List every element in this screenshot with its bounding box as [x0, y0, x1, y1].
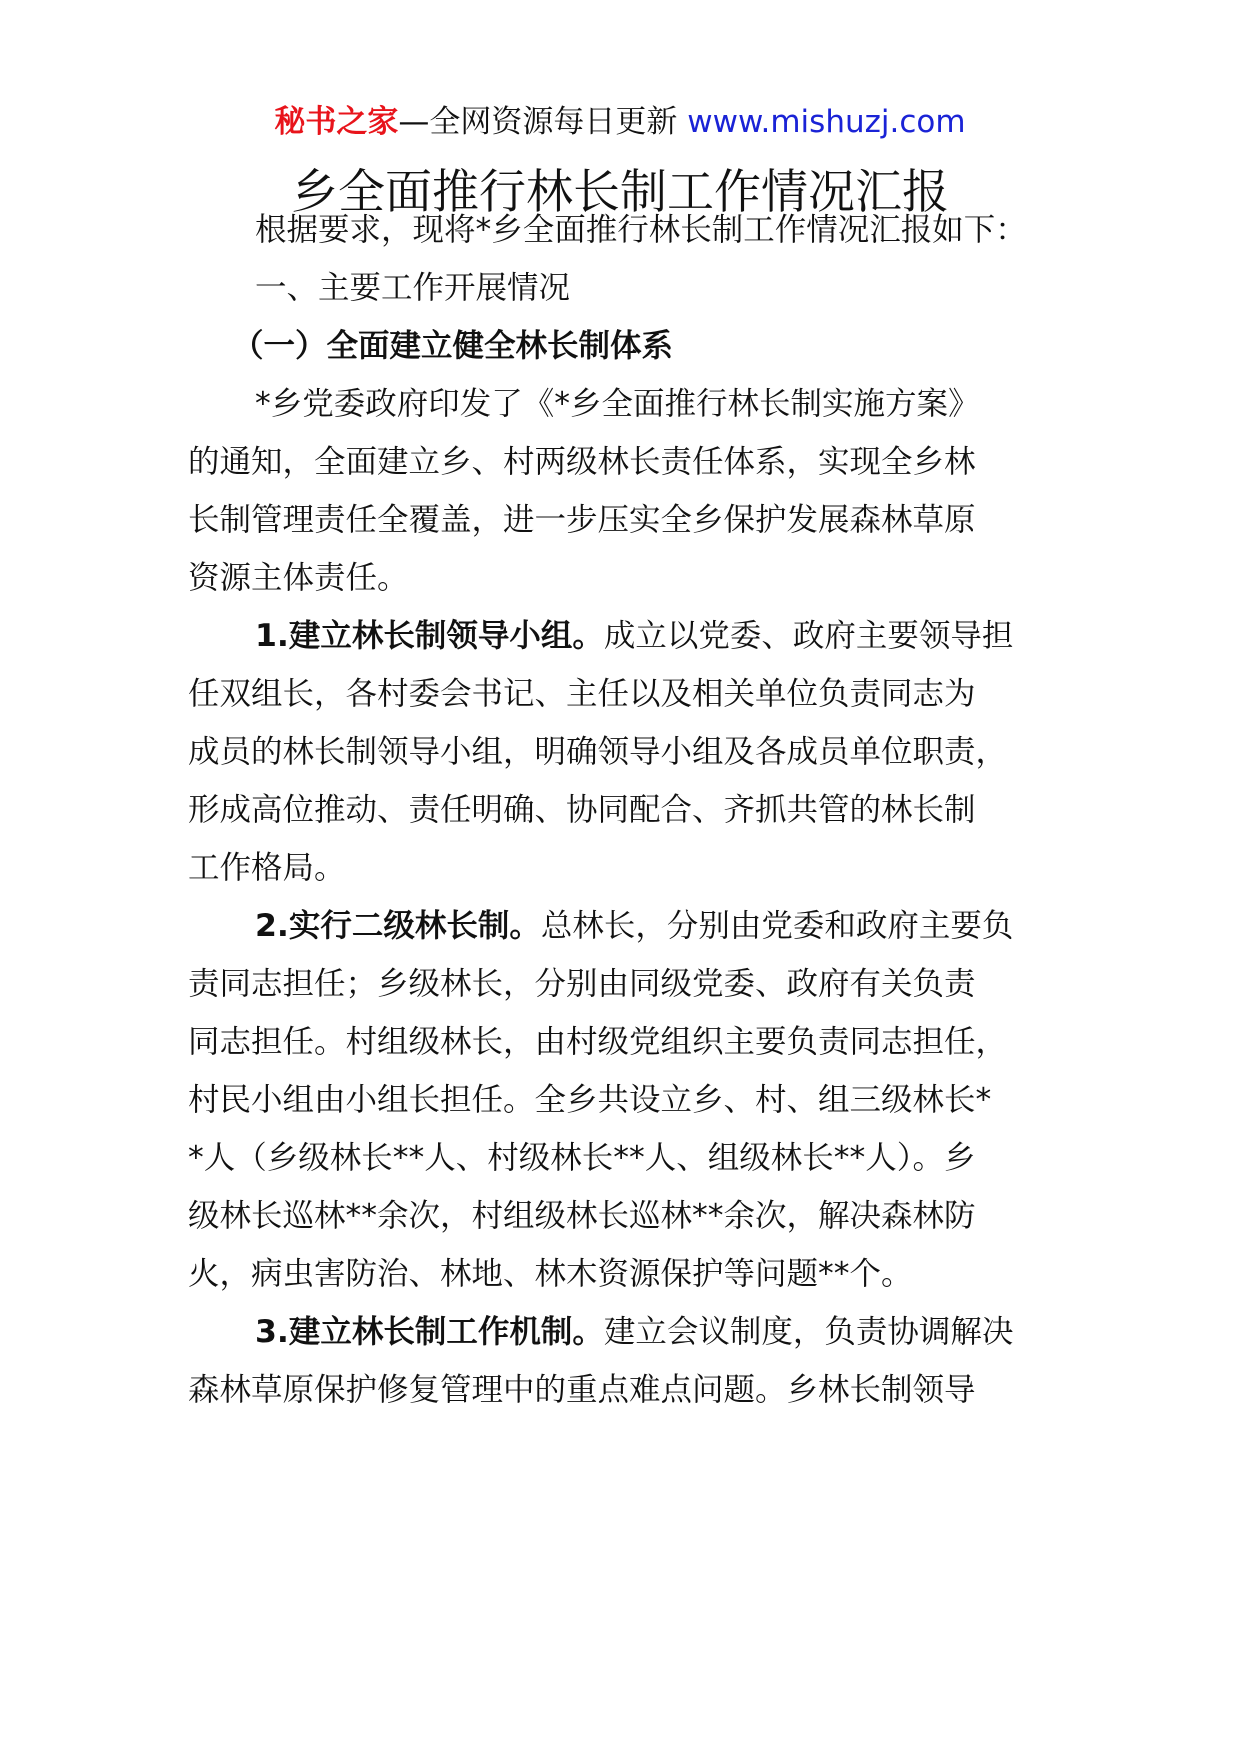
item-paragraph-first-line — [255, 614, 1013, 658]
site-brand: 秘书之家 — [274, 104, 399, 140]
paragraph-line: 森林草原保护修复管理中的重点难点问题。乡林长制领导 — [188, 1372, 976, 1408]
site-tagline: —全网资源每日更新 — [398, 104, 688, 140]
item-paragraph-first-line — [255, 1310, 1013, 1354]
paragraph-line: 村民小组由小组长担任。全乡共设立乡、村、组三级林长* — [188, 1082, 992, 1118]
intro-paragraph: 根据要求，现将*乡全面推行林长制工作情况汇报如下： — [255, 212, 1027, 248]
paragraph-line: *人（乡级林长**人、村级林长**人、组级林长**人）。乡 — [188, 1140, 976, 1176]
paragraph-line: 工作格局。 — [188, 850, 346, 886]
paragraph-line: 资源主体责任。 — [188, 560, 409, 596]
item-paragraph-first-line — [255, 904, 1013, 948]
site-url-link[interactable]: www.mishuzj.com — [687, 104, 966, 140]
item-lead: 3.建立林长制工作机制。 — [255, 1314, 604, 1350]
item-text: 建立会议制度，负责协调解决 — [603, 1314, 1014, 1350]
item-lead: 2.实行二级林长制。 — [255, 908, 541, 944]
item-lead: 1.建立林长制领导小组。 — [255, 618, 604, 654]
subsection-heading: （一）全面建立健全林长制体系 — [232, 328, 674, 364]
item-text: 总林长，分别由党委和政府主要负 — [540, 908, 1014, 944]
item-text: 成立以党委、政府主要领导担 — [603, 618, 1014, 654]
paragraph-line: 长制管理责任全覆盖，进一步压实全乡保护发展森林草原 — [188, 502, 976, 538]
paragraph-line: 级林长巡林**余次，村组级林长巡林**余次，解决森林防 — [188, 1198, 976, 1234]
document-title: 乡全面推行林长制工作情况汇报 — [291, 165, 949, 220]
paragraph-line: 任双组长，各村委会书记、主任以及相关单位负责同志为 — [188, 676, 976, 712]
paragraph-line: 火，病虫害防治、林地、林木资源保护等问题**个。 — [188, 1256, 913, 1292]
paragraph-line: 同志担任。村组级林长，由村级党组织主要负责同志担任， — [188, 1024, 1008, 1060]
paragraph-line: *乡党委政府印发了《*乡全面推行林长制实施方案》 — [255, 386, 980, 422]
paragraph-line: 成员的林长制领导小组，明确领导小组及各成员单位职责， — [188, 734, 1008, 770]
site-header — [0, 100, 1240, 144]
paragraph-line: 责同志担任；乡级林长，分别由同级党委、政府有关负责 — [188, 966, 976, 1002]
section-heading: 一、主要工作开展情况 — [255, 270, 571, 306]
paragraph-line: 的通知，全面建立乡、村两级林长责任体系，实现全乡林 — [188, 444, 976, 480]
paragraph-line: 形成高位推动、责任明确、协同配合、齐抓共管的林长制 — [188, 792, 976, 828]
